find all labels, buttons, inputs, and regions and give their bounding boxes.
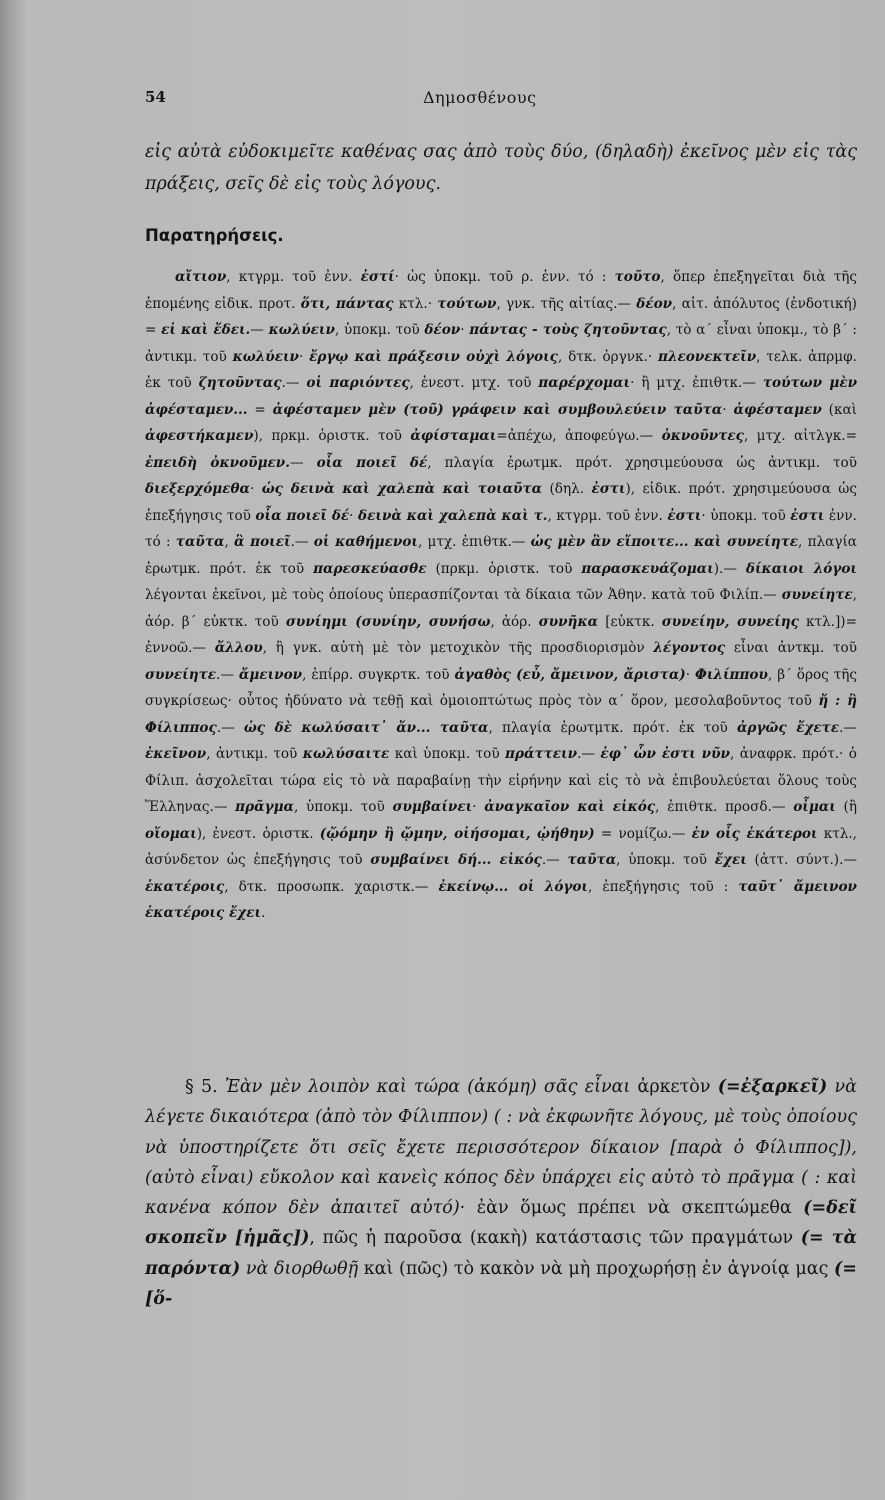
notes-segment: , πλαγία ἐρωτμτκ. πρότ. ἐκ τοῦ xyxy=(488,719,737,736)
notes-segment: εἰ καὶ ἔδει. xyxy=(161,322,251,338)
notes-segment: . xyxy=(261,905,266,921)
paragraph-segment: (= τὰ παρόντα) xyxy=(145,1228,857,1279)
notes-segment: · xyxy=(722,401,734,418)
notes-segment: , ἀναφρκ. πρότ.· ὁ Φίλιπ. ἀσχολεῖται τώρα εἰς τὸ νὰ παραβαίνῃ τὴν εἰρήνην καὶ εἰς τὸ νὰ ἐπιβουλεύεται ὅλους τοὺς Ἕλληνας.— xyxy=(145,746,857,815)
notes-segment: , μτχ. ἐπιθτκ.— xyxy=(417,534,531,550)
notes-segment: διεξερχόμεθα xyxy=(145,481,251,497)
notes-segment: , ἀόρ. β΄ εὐκτκ. τοῦ xyxy=(145,587,857,630)
notes-segment: (ἢ xyxy=(835,799,857,815)
gutter-shadow xyxy=(0,0,28,1500)
paragraph-segment: Ἐὰν μὲν λοιπὸν καὶ τώρα (ἀκόμη) σᾶς εἶναι xyxy=(224,1077,631,1097)
notes-body xyxy=(145,264,857,927)
notes-segment: ), ἐνεστ. ὁριστκ. xyxy=(196,825,320,842)
notes-segment: συνείητε xyxy=(145,666,217,683)
notes-segment: τοῦτο xyxy=(614,269,661,285)
notes-segment: οἱ καθήμενοι xyxy=(313,534,418,550)
notes-segment: .— xyxy=(541,852,568,868)
notes-segment: , β΄ ὅρος τῆς συγκρίσεως· οὗτος ἠδύνατο νὰ τεθῇ καὶ ὁμοιοπτώτως πρὸς τὸν α΄ ὅρον, μεσολαβοῦντος τοῦ xyxy=(145,666,857,709)
notes-segment: , κτγρμ. τοῦ ἐνν. xyxy=(226,269,361,285)
notes-segment: = xyxy=(247,401,273,418)
notes-segment: κτλ.· xyxy=(393,295,438,312)
notes-segment: .— xyxy=(290,534,314,550)
notes-segment: , ἐπιθτκ. προσδ.— xyxy=(655,799,794,815)
notes-segment: ἀφίσταμαι xyxy=(410,428,497,444)
notes-segment: ἃ ποιεῖ xyxy=(234,534,291,550)
notes-segment: , μτχ. αἰτλγκ.= xyxy=(743,428,857,444)
notes-segment: τούτων xyxy=(437,295,497,312)
notes-segment: ἐστι xyxy=(790,507,825,524)
notes-segment: ταῦτ᾽ ἄμεινον ἑκατέροις ἔχει xyxy=(145,878,857,921)
notes-segment: , xyxy=(224,534,235,550)
section-5-translation xyxy=(145,1072,857,1314)
intro-translation: εἰς αὐτὰ εὐδοκιμεῖτε καθένας σας ἀπὸ τοὺς δύο, (δηλαδὴ) ἐκεῖνος μὲν εἰς τὰς πράξεις, σεῖς δὲ εἰς τοὺς λόγους. xyxy=(145,142,857,194)
notes-segment: .— xyxy=(216,666,239,683)
notes-segment: ἔχει xyxy=(714,852,747,868)
notes-segment: · xyxy=(349,507,359,524)
notes-segment: ἐφ᾽ ὧν ἐστι νῦν xyxy=(600,746,730,762)
notes-segment: Φιλίππου xyxy=(695,666,768,683)
notes-segment: · xyxy=(250,481,262,497)
notes-segment: πρᾶγμα xyxy=(235,799,294,815)
notes-segment: συνῆκα xyxy=(538,613,599,630)
notes-segment: ἑκατέροις xyxy=(145,878,225,895)
notes-segment: , τελκ. ἀπρμφ. ἐκ τοῦ xyxy=(145,348,857,391)
notes-segment: ἀφέσταμεν μὲν (τοῦ) γράφειν καὶ συμβουλεύειν ταῦτα xyxy=(272,401,723,418)
notes-segment: συμβαίνει xyxy=(392,799,473,815)
notes-segment: ἀργῶς ἔχετε xyxy=(736,719,840,736)
notes-segment: λέγοντος xyxy=(653,640,726,656)
notes-segment: ἐστί xyxy=(360,269,395,285)
notes-segment: (ᾤόμην ἢ ᾤμην, οἰήσομαι, ᾠήθην) xyxy=(319,825,595,842)
page-header xyxy=(145,88,860,112)
notes-segment: — xyxy=(289,454,317,471)
notes-segment: .— xyxy=(577,746,601,762)
notes-segment: .— xyxy=(216,719,244,736)
notes-segment: ὡς δεινὰ καὶ χαλεπὰ καὶ τοιαῦτα xyxy=(261,481,543,497)
notes-segment: ἀγαθὸς (εὖ, ἄμεινον, ἄριστα) xyxy=(454,666,686,683)
paragraph-segment: νὰ λέγετε δικαιότερα (ἀπὸ τὸν Φίλιππον) ( : νὰ ἐκφωνῆτε λόγους, μὲ τοὺς ὁποίους νὰ ὑποστηρίζετε ὅτι σεῖς ἔχετε περισσότερον δίκαιον [παρὰ ὁ Φίλιππος]), (αὐτὸ εἶναι) εὔκολον καὶ κανεὶς κόπος δὲν ὑπάρχει εἰς αὐτὸ τὸ πρᾶγμα ( : καὶ κανένα κόπον δὲν ἀπαιτεῖ αὐτό)· xyxy=(145,1077,857,1219)
notes-segment: αἴτιον xyxy=(175,269,227,285)
notes-segment: παρασκευάζομαι xyxy=(581,560,714,577)
notes-segment: , αἰτ. ἀπόλυτος (ἐνδοτική) = xyxy=(145,295,857,338)
notes-segment: ἐστι xyxy=(591,481,626,497)
notes-segment: ἀφεστήκαμεν xyxy=(145,428,254,444)
notes-segment: καὶ ὑποκμ. τοῦ xyxy=(389,746,506,762)
paragraph-segment: καὶ (πῶς) τὸ κακὸν νὰ μὴ προχωρήσῃ ἐν ἀγνοίᾳ μας xyxy=(358,1258,835,1279)
notes-segment: τούτων μὲν ἀφέσταμεν... xyxy=(145,375,858,418)
notes-segment: ὀκνοῦντες xyxy=(661,428,744,444)
paragraph-segment: , πῶς ἡ παροῦσα (κακὴ) κατάστασις τῶν πραγμάτων xyxy=(309,1228,801,1249)
notes-segment: συνείητε xyxy=(781,587,853,603)
notes-segment: κτλ., ἀσύνδετον ὡς ἐπεξήγησις τοῦ xyxy=(145,825,857,868)
notes-segment: , ἐπίρρ. συγκρτκ. τοῦ xyxy=(302,666,455,683)
notes-segment: , δτκ. ὀργνκ.· xyxy=(557,348,659,365)
notes-segment: οἷα ποιεῖ δέ xyxy=(316,454,428,471)
notes-segment: ἄμεινον xyxy=(238,666,303,683)
notes-segment: (ἀττ. σύντ.).— xyxy=(746,852,858,868)
paragraph-segment: § 5. xyxy=(185,1077,225,1097)
notes-segment: παρέρχομαι xyxy=(538,375,631,391)
notes-segment: ζητοῦντας xyxy=(198,375,282,391)
paragraph-segment: ἀρκετὸν xyxy=(630,1077,718,1097)
notes-segment: ὅτι, πάντας xyxy=(300,295,394,312)
notes-segment: συνείην, συνείης xyxy=(661,613,799,630)
notes-segment: · xyxy=(298,348,310,365)
notes-segment: δίκαιοι λόγοι xyxy=(745,560,857,577)
notes-segment: , ἐπεξήγησις τοῦ : xyxy=(588,878,739,895)
notes-segment: (πρκμ. ὁριστκ. τοῦ xyxy=(426,560,582,577)
notes-segment: ἐκεῖνον xyxy=(145,746,207,762)
notes-segment: , δτκ. προσωπκ. χαριστκ.— xyxy=(224,878,439,895)
notes-segment: · xyxy=(472,799,485,815)
notes-segment: , κτγρμ. τοῦ ἐνν. xyxy=(547,507,668,524)
notes-segment: κωλύειν xyxy=(232,348,299,365)
notes-segment: συνίημι (συνίην, συνήσω xyxy=(285,613,491,630)
notes-segment: ἐν οἷς ἑκάτεροι xyxy=(691,825,818,842)
notes-segment: κωλύειν xyxy=(268,322,335,338)
notes-segment: , ὑποκμ. τοῦ xyxy=(616,852,715,868)
notes-segment: πράττειν xyxy=(505,746,578,762)
paragraph-segment: (=ἐξαρκεῖ) xyxy=(717,1077,828,1097)
notes-segment: οἱ παριόντες xyxy=(306,375,410,391)
notes-segment: =ἀπέχω, ἀποφεύγω.— xyxy=(496,428,662,444)
notes-segment: ἔργῳ καὶ πράξεσιν οὐχὶ λόγοις xyxy=(309,348,558,365)
notes-segment: ὡς μὲν ἂν εἴποιτε... καὶ συνείητε xyxy=(530,534,799,550)
paragraph-segment: νὰ διορθωθῇ xyxy=(240,1258,359,1279)
notes-segment: , γνκ. τῆς αἰτίας.— xyxy=(496,295,637,312)
notes-segment: ταῦτα xyxy=(567,852,617,868)
notes-segment: , πλαγία ἐρωτμκ. πρότ. χρησιμεύουσα ὡς ἀντικμ. τοῦ xyxy=(427,454,858,471)
notes-segment: λέγονται ἐκεῖνοι, μὲ τοὺς ὁποίους ὑπερασπίζονται τὰ δίκαια τῶν Ἀθην. κατὰ τοῦ Φιλίπ.— xyxy=(145,587,782,603)
notes-segment: · ὡς ὑποκμ. τοῦ ρ. ἐνν. τό : xyxy=(394,269,615,285)
notes-segment: = νομίζω.— xyxy=(594,825,692,842)
notes-segment: , ἀόρ. xyxy=(490,613,539,630)
notes-segment: δέον xyxy=(636,295,673,312)
notes-segment: · xyxy=(460,322,470,338)
paragraph-segment: ἐὰν ὅμως πρέπει νὰ σκεπτώμεθα xyxy=(465,1198,804,1219)
notes-segment: ), πρκμ. ὁριστκ. τοῦ xyxy=(253,428,411,444)
notes-segment: δέον xyxy=(424,322,461,338)
notes-segment: ταῦτα xyxy=(175,534,225,550)
notes-segment: συμβαίνει δή... εἰκός xyxy=(370,852,542,868)
paragraph-segment: (=δεῖ σκοπεῖν [ἡμᾶς]) xyxy=(145,1198,857,1249)
notes-segment: , ἐνεστ. μτχ. τοῦ xyxy=(409,375,539,391)
notes-heading: Παρατηρήσεις. xyxy=(145,226,284,245)
notes-segment: παρεσκεύασθε xyxy=(313,560,427,577)
notes-segment: ἄλλου xyxy=(214,640,263,656)
notes-segment: , ὑποκμ. τοῦ xyxy=(334,322,425,338)
notes-segment: δεινὰ καὶ χαλεπὰ καὶ τ. xyxy=(358,507,548,524)
notes-segment: .— xyxy=(839,719,858,736)
notes-segment: κωλύσαιτε xyxy=(302,746,390,762)
notes-segment: · ἢ μτχ. ἐπιθτκ.— xyxy=(630,375,763,391)
notes-segment: ).— xyxy=(713,560,746,577)
notes-segment: ), εἰδικ. πρότ. χρησιμεύουσα ὡς ἐπεξήγησις τοῦ xyxy=(145,481,857,524)
notes-segment: ὡς δὲ κωλύσαιτ᾽ ἄν... ταῦτα xyxy=(243,719,489,736)
notes-segment: , ὅπερ ἐπεξηγεῖται διὰ τῆς ἑπομένης εἰδικ. προτ. xyxy=(145,269,857,312)
running-head: Δημοσθένους xyxy=(423,88,537,107)
notes-segment: ἐκείνῳ... οἱ λόγοι xyxy=(438,878,589,895)
notes-segment: , ὑποκμ. τοῦ xyxy=(293,799,393,815)
notes-segment: , ἀντικμ. τοῦ xyxy=(206,746,303,762)
notes-segment: κτλ.])= ἐννοῶ.— xyxy=(145,613,857,656)
notes-segment: [εὐκτκ. xyxy=(598,613,662,630)
notes-segment: ἀναγκαῖον καὶ εἰκός xyxy=(484,799,656,815)
notes-segment: εἶναι ἀντκμ. τοῦ xyxy=(725,640,858,656)
notes-segment: ἀφέσταμεν xyxy=(733,401,822,418)
notes-segment: πάντας - τοὺς ζητοῦντας xyxy=(469,322,667,338)
notes-segment: — xyxy=(250,322,269,338)
notes-segment: ἐπειδὴ ὀκνοῦμεν. xyxy=(145,454,290,471)
notes-segment: ἐνν. τό : xyxy=(145,507,857,550)
notes-segment: (δηλ. xyxy=(542,481,592,497)
notes-segment: πλεονεκτεῖν xyxy=(658,348,757,365)
notes-segment: · xyxy=(685,666,695,683)
notes-segment: , πλαγία ἐρωτμκ. πρότ. ἐκ τοῦ xyxy=(145,534,857,577)
notes-segment: , ἢ γνκ. αὐτὴ μὲ τὸν μετοχικὸν τῆς προσδιορισμὸν xyxy=(262,640,654,656)
notes-segment: οἶμαι xyxy=(793,799,836,815)
notes-segment: οἴομαι xyxy=(145,825,197,842)
notes-segment: ἤ : ἢ Φίλιππος xyxy=(145,693,857,736)
notes-segment: (καὶ xyxy=(821,401,857,418)
notes-segment: ἐστι xyxy=(667,507,702,524)
page-number: 54 xyxy=(145,88,166,106)
paragraph-segment: (= [ὅ- xyxy=(145,1258,857,1310)
notes-segment: οἷα ποιεῖ δέ xyxy=(255,507,350,524)
notes-segment: · ὑποκμ. τοῦ xyxy=(701,507,791,524)
notes-segment: , τὸ α΄ εἶναι ὑποκμ., τὸ β΄ : ἀντικμ. τοῦ xyxy=(145,322,857,365)
notes-segment: .— xyxy=(281,375,307,391)
